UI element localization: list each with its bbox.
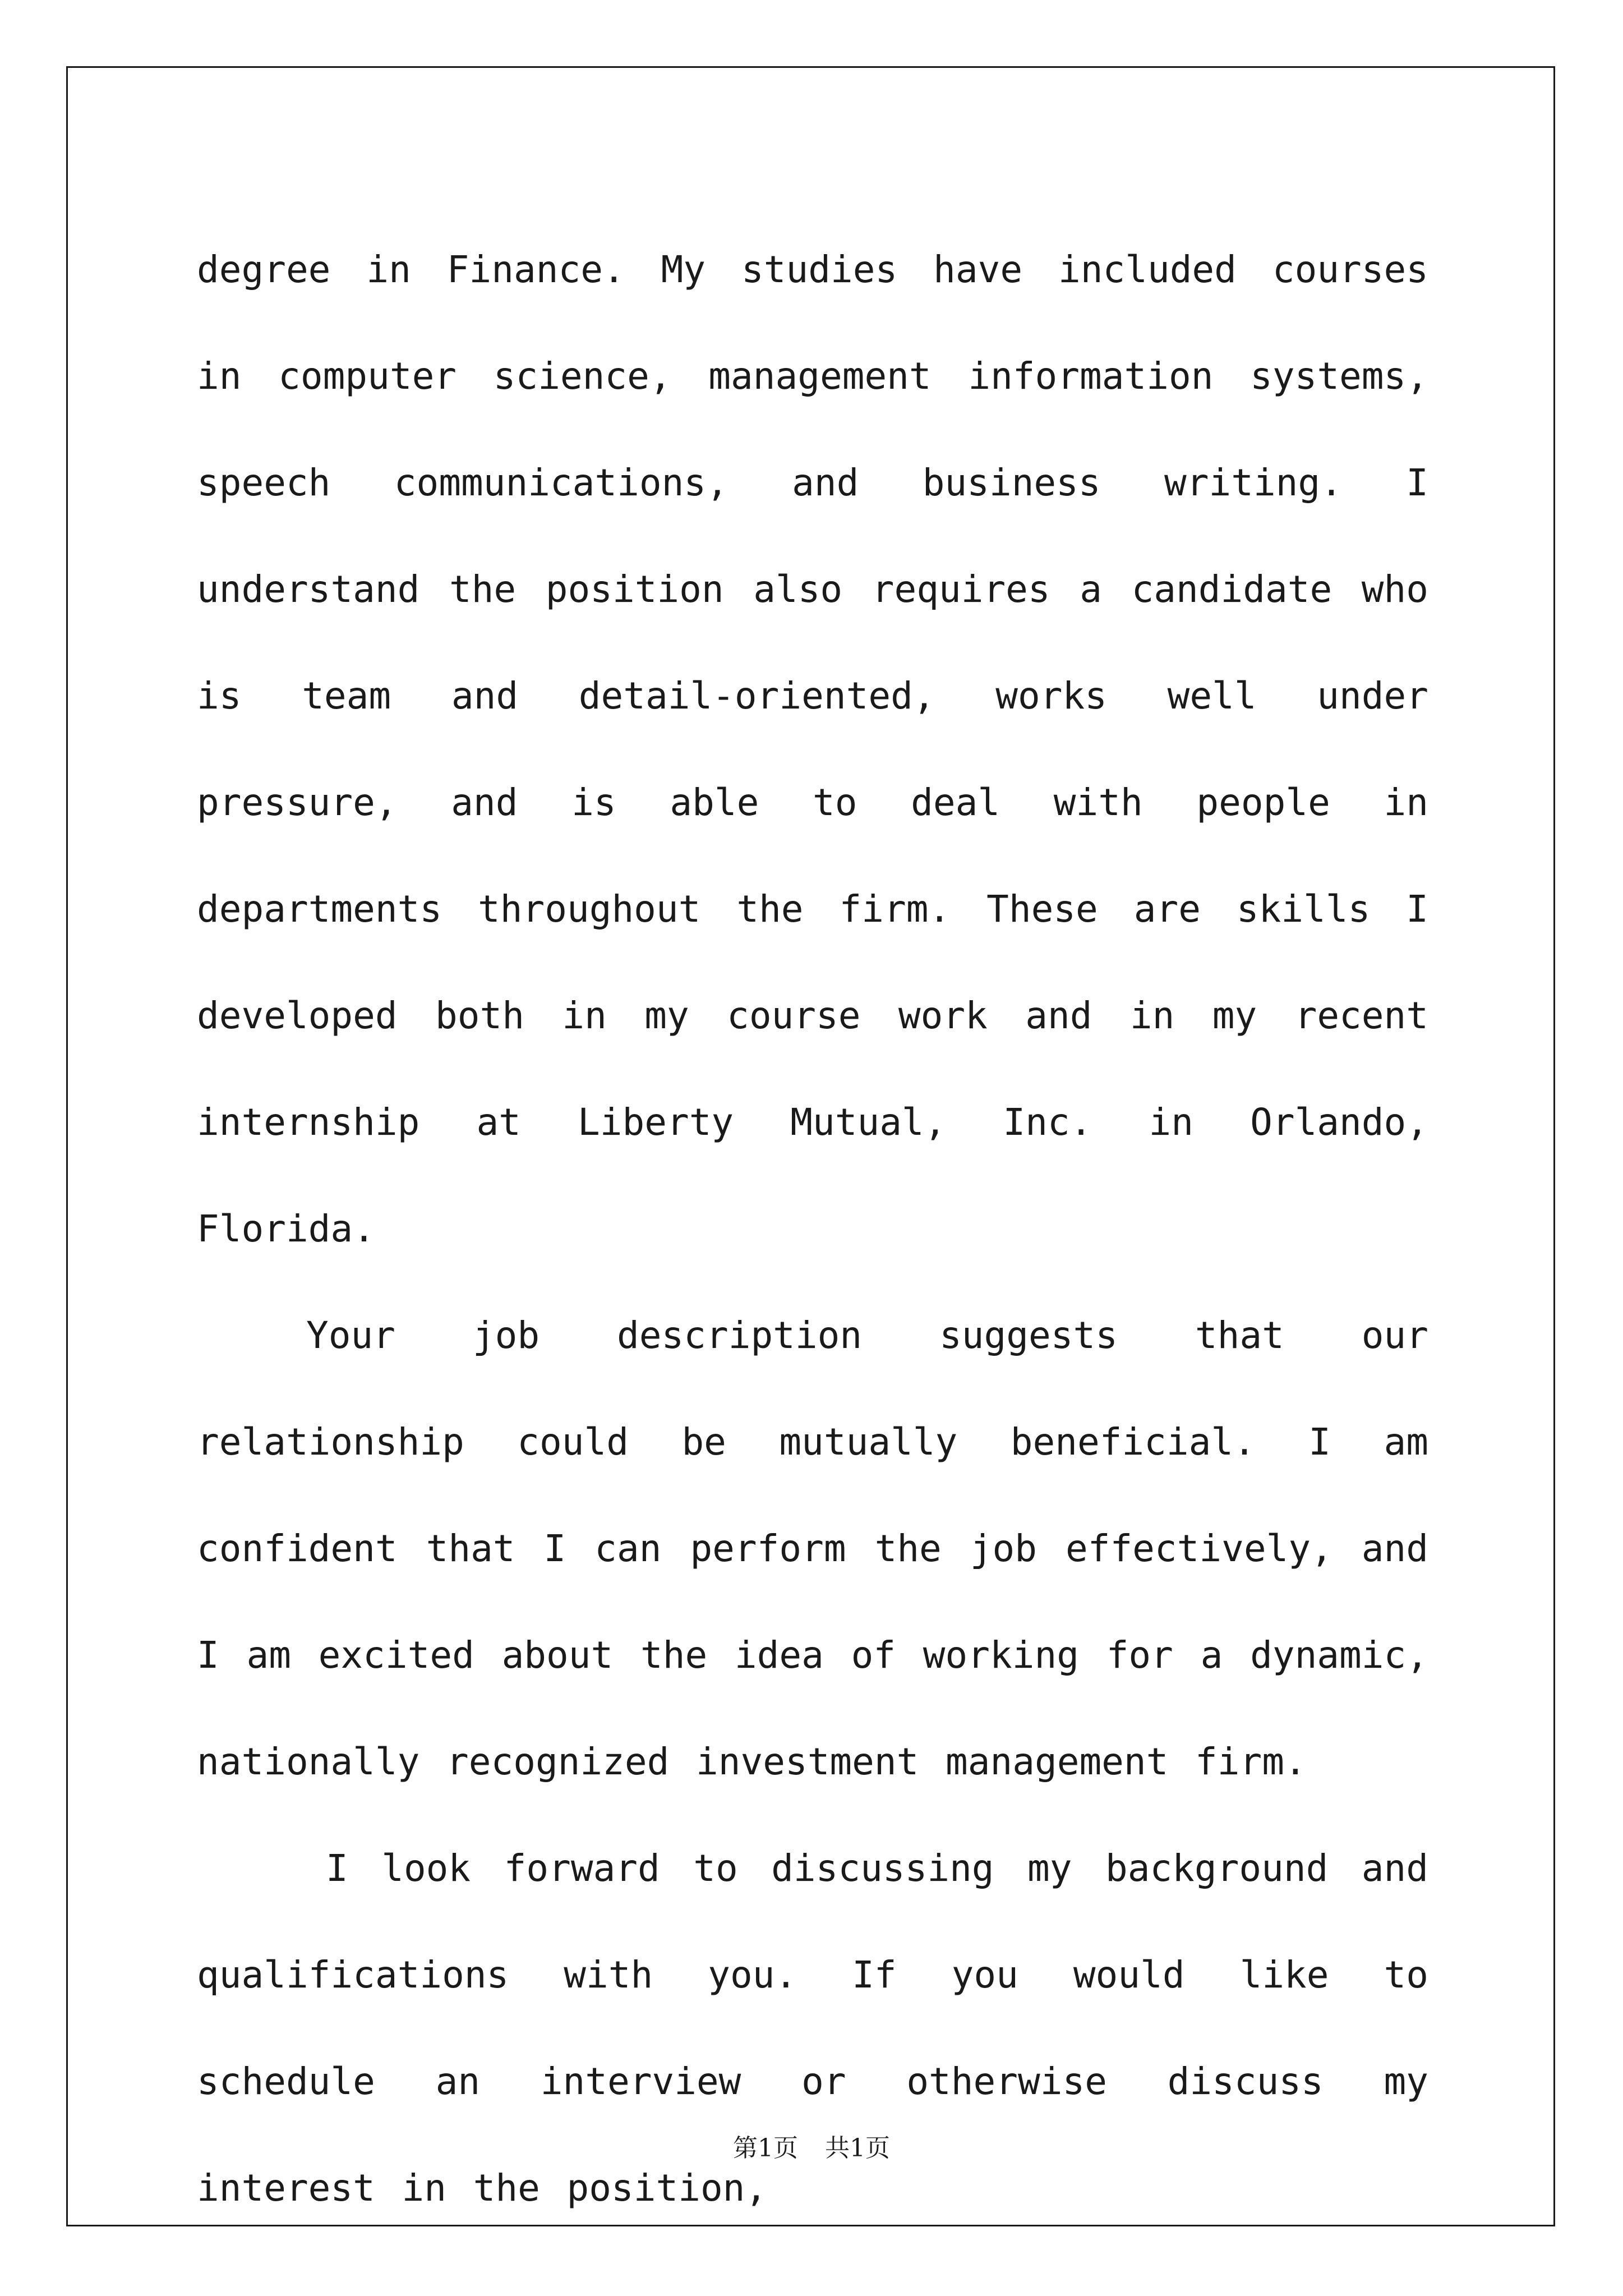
- page-number: 第1页: [733, 2134, 798, 2162]
- paragraph-closing: I look forward to discussing my background and qualifications with you. If you would like to schedule an interview or otherwise discuss my interest in the position,: [197, 1847, 1428, 2210]
- page-footer: [0, 2132, 1623, 2165]
- letter-body: [197, 217, 1428, 2242]
- paragraph-education: degree in Finance. My studies have included courses in computer science, management information systems, speech communications, and business writing. I understand the position also requires a candidate who is team and detail-oriented, works well under pressure, and is able to deal with people in departments throughout the firm. These are skills I developed both in my course work and in my recent internship at Liberty Mutual, Inc. in Orlando, Florida.: [197, 248, 1428, 1250]
- paragraph-job-description: Your job description suggests that our relationship could be mutually beneficial. I am confident that I can perform the job effectively, and I am excited about the idea of working for a dynamic, nationally recognized investment management firm.: [197, 1314, 1428, 1783]
- page-total: 共1页: [825, 2134, 890, 2162]
